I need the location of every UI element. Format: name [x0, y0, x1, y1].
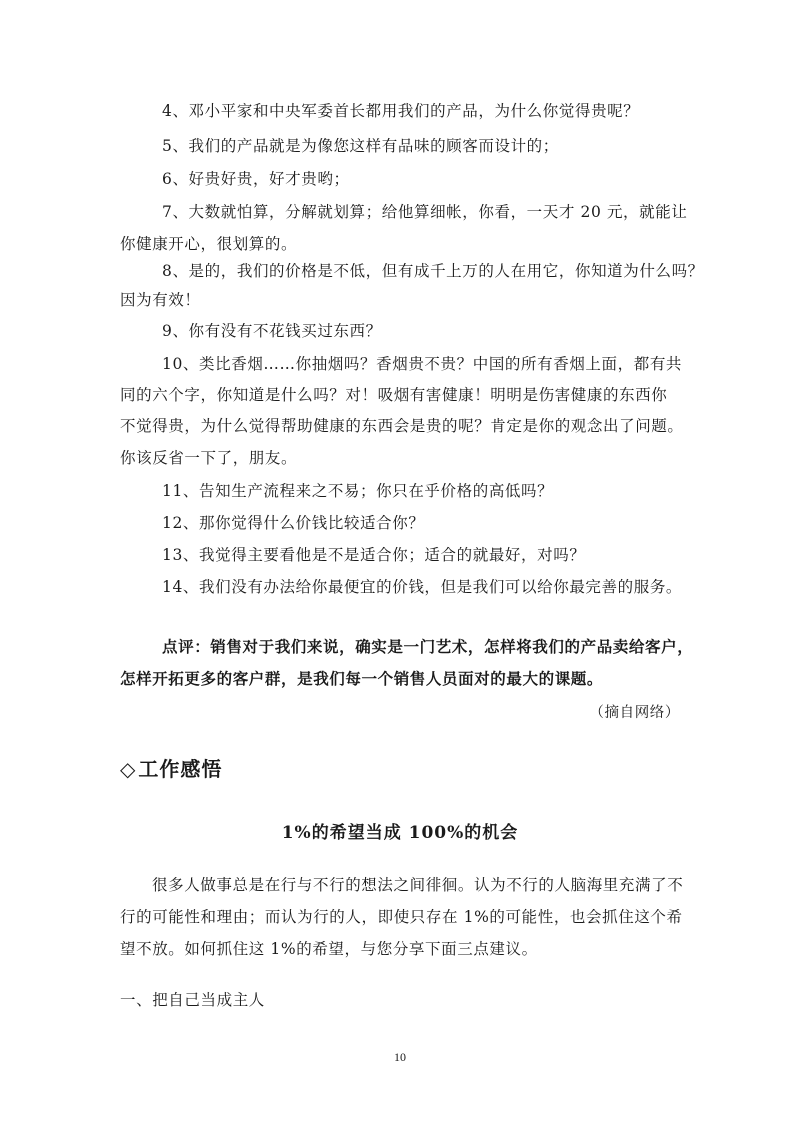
paragraph-line: 望不放。如何抓住这 1%的希望，与您分享下面三点建议。 [120, 940, 538, 958]
paragraph-line: 行的可能性和理由；而认为行的人，即使只存在 1%的可能性，也会抓住这个希 [120, 908, 683, 926]
page-number: 10 [394, 1050, 406, 1064]
list-item: 6、好贵好贵，好才贵哟； [162, 170, 350, 188]
list-item: 9、你有没有不花钱买过东西？ [162, 322, 382, 340]
paragraph-line: 很多人做事总是在行与不行的想法之间徘徊。认为不行的人脑海里充满了不 [152, 876, 684, 894]
diamond-icon: ◇ [120, 757, 137, 781]
article-title: 1%的希望当成 100%的机会 [281, 823, 519, 843]
list-item: 7、大数就怕算，分解就划算；给他算细帐，你看，一天才 20 元，就能让 [162, 203, 688, 221]
source-note: （摘自网络） [589, 705, 680, 721]
section-heading-text: 工作感悟 [138, 757, 223, 781]
list-item: 12、那你觉得什么价钱比较适合你？ [162, 514, 425, 532]
list-item: 5、我们的产品就是为像您这样有品味的顾客而设计的； [162, 137, 559, 155]
comment-line: 点评：销售对于我们来说，确实是一门艺术，怎样将我们的产品卖给客户， [162, 637, 694, 656]
list-item: 10、类比香烟……你抽烟吗？香烟贵不贵？中国的所有香烟上面，都有共 [162, 355, 683, 373]
list-item-continuation: 因为有效！ [120, 291, 201, 309]
section-heading [120, 753, 222, 782]
list-item: 4、邓小平家和中央军委首长都用我们的产品，为什么你觉得贵呢？ [162, 102, 640, 120]
list-item: 13、我觉得主要看他是不是适合你；适合的就最好，对吗？ [162, 546, 586, 564]
subheading: 一、把自己当成主人 [120, 991, 265, 1009]
list-item: 11、告知生产流程来之不易；你只在乎价格的高低吗？ [162, 482, 554, 500]
list-item-continuation: 你该反省一下了，朋友。 [120, 449, 298, 467]
list-item-continuation: 你健康开心，很划算的。 [120, 235, 298, 253]
list-item: 8、是的，我们的价格是不低，但有成千上万的人在用它，你知道为什么吗？ [162, 262, 704, 280]
list-item-continuation: 同的六个字，你知道是什么吗？对！吸烟有害健康！明明是伤害健康的东西你 [120, 386, 668, 404]
list-item-continuation: 不觉得贵，为什么觉得帮助健康的东西会是贵的呢？肯定是你的观念出了问题。 [120, 417, 684, 435]
list-item: 14、我们没有办法给你最便宜的价钱，但是我们可以给你最完善的服务。 [162, 578, 683, 596]
comment-line: 怎样开拓更多的客户群，是我们每一个销售人员面对的最大的课题。 [120, 669, 604, 688]
